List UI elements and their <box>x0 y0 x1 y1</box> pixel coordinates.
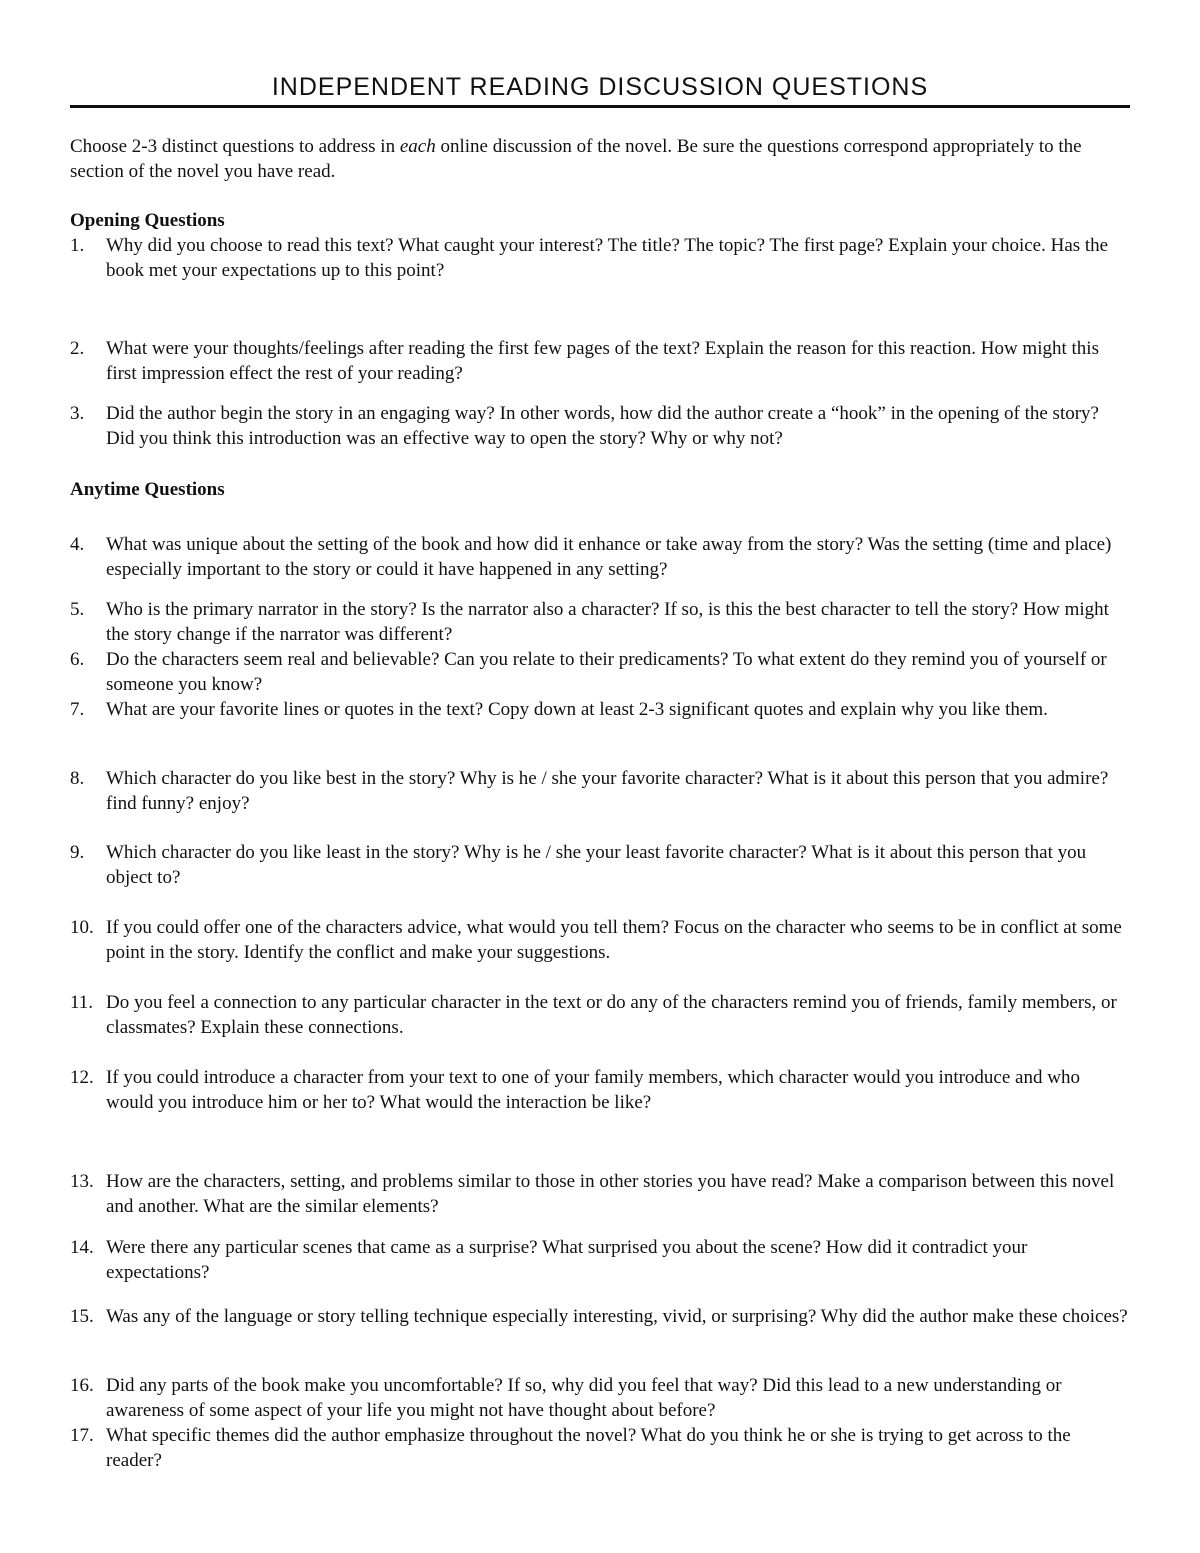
question-text: Were there any particular scenes that came as a surprise? What surprised you about the scene? How did it contradict your expectations? <box>106 1237 1028 1283</box>
question-number: 9. <box>70 842 85 863</box>
question-text: Which character do you like best in the story? Why is he / she your favorite character? What is it about this person that you admire? find funny? enjoy? <box>106 768 1109 814</box>
section-heading-anytime: Anytime Questions <box>70 479 225 500</box>
question-item <box>70 233 1130 283</box>
question-number: 1. <box>70 235 85 256</box>
question-text: Which character do you like least in the story? Why is he / she your least favorite character? What is it about this person that you object to? <box>106 842 1087 888</box>
question-text: Do the characters seem real and believable? Can you relate to their predicaments? To what extent do they remind you of yourself or someone you know? <box>106 649 1107 695</box>
question-text: What specific themes did the author emphasize throughout the novel? What do you think he or she is trying to get across to the reader? <box>106 1425 1071 1471</box>
question-text: What was unique about the setting of the book and how did it enhance or take away from the story? Was the setting (time and place) especially important to the story or could it have happened in any setting? <box>106 534 1112 580</box>
question-text: Why did you choose to read this text? What caught your interest? The title? The topic? The first page? Explain your choice. Has the book met your expectations up to this point? <box>106 235 1109 281</box>
question-text: What are your favorite lines or quotes in the text? Copy down at least 2-3 significant quotes and explain why you like them. <box>106 699 1048 720</box>
question-text: If you could introduce a character from your text to one of your family members, which character would you introduce and who would you introduce him or her to? What would the interaction be like? <box>106 1067 1080 1113</box>
question-text: Who is the primary narrator in the story? Is the narrator also a character? If so, is this the best character to tell the story? How might the story change if the narrator was different? <box>106 599 1109 645</box>
question-text: If you could offer one of the characters advice, what would you tell them? Focus on the character who seems to be in conflict at some point in the story. Identify the conflict and make your suggestions. <box>106 917 1122 963</box>
title-underline-divider <box>70 105 1130 108</box>
question-number: 4. <box>70 534 85 555</box>
question-item <box>70 336 1130 386</box>
question-text: What were your thoughts/feelings after reading the first few pages of the text? Explain the reason for this reaction. How might this first impression effect the rest of your reading? <box>106 338 1099 384</box>
question-number: 2. <box>70 338 85 359</box>
question-item <box>70 532 1130 582</box>
question-number: 12. <box>70 1067 94 1088</box>
question-item <box>70 915 1130 965</box>
question-number: 11. <box>70 992 94 1013</box>
instructions-text-start: Choose 2-3 distinct questions to address in <box>70 136 400 157</box>
question-number: 3. <box>70 403 85 424</box>
page-title: INDEPENDENT READING DISCUSSION QUESTIONS <box>271 73 929 101</box>
question-text: Do you feel a connection to any particular character in the text or do any of the characters remind you of friends, family members, or classmates? Explain these connections. <box>106 992 1117 1038</box>
question-item <box>70 697 1130 722</box>
question-number: 6. <box>70 649 85 670</box>
question-text: Did any parts of the book make you uncomfortable? If so, why did you feel that way? Did this lead to a new understanding or awareness of some aspect of your life you might not have thought about before? <box>106 1375 1062 1421</box>
instructions-paragraph <box>70 134 1130 184</box>
question-item <box>70 1065 1130 1115</box>
question-item <box>70 1169 1130 1219</box>
section-heading-opening: Opening Questions <box>70 210 225 231</box>
question-number: 17. <box>70 1425 94 1446</box>
question-text: How are the characters, setting, and problems similar to those in other stories you have read? Make a comparison between this novel and another. What are the similar elements? <box>106 1171 1115 1217</box>
question-number: 7. <box>70 699 85 720</box>
question-item <box>70 840 1130 890</box>
question-text: Was any of the language or story telling technique especially interesting, vivid, or surprising? Why did the author make these choices? <box>106 1306 1128 1327</box>
question-item <box>70 647 1130 697</box>
question-number: 8. <box>70 768 85 789</box>
question-item <box>70 1373 1130 1423</box>
question-number: 15. <box>70 1306 94 1327</box>
question-item <box>70 766 1130 816</box>
question-number: 14. <box>70 1237 94 1258</box>
question-item <box>70 597 1130 647</box>
instructions-text-end: online discussion of the novel. Be sure the questions correspond appropriately to the section of the novel you have read. <box>70 136 1082 182</box>
question-number: 10. <box>70 917 94 938</box>
question-number: 13. <box>70 1171 94 1192</box>
question-item <box>70 1304 1130 1329</box>
instructions-emphasis: each <box>399 136 436 157</box>
question-item <box>70 1423 1130 1473</box>
question-item <box>70 1235 1130 1285</box>
question-number: 5. <box>70 599 85 620</box>
question-item <box>70 401 1130 451</box>
question-item <box>70 990 1130 1040</box>
question-number: 16. <box>70 1375 94 1396</box>
question-text: Did the author begin the story in an engaging way? In other words, how did the author create a “hook” in the opening of the story? Did you think this introduction was an effective way to open the story? Why or why not? <box>106 403 1099 449</box>
